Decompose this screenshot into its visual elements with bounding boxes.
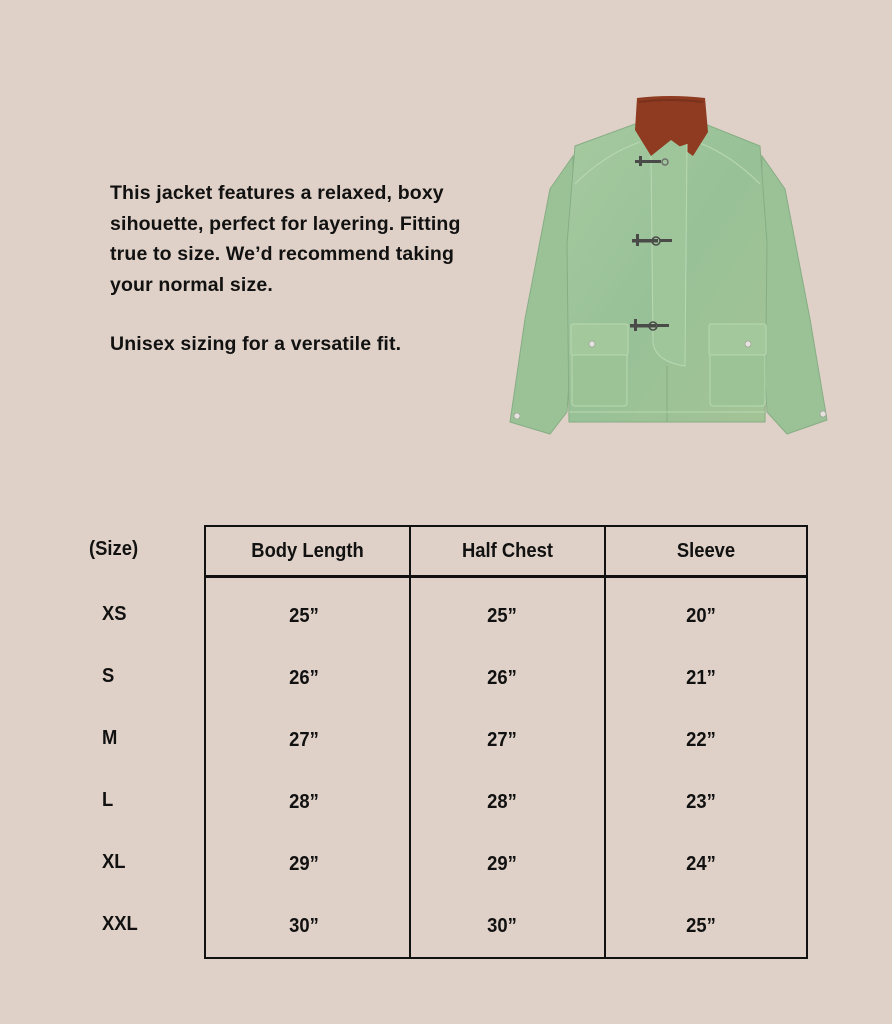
cell-half-chest: 27” <box>487 729 517 751</box>
size-label: L <box>102 789 114 811</box>
cell-sleeve: 20” <box>686 605 716 627</box>
size-label: XL <box>102 851 126 873</box>
cell-sleeve: 25” <box>686 915 716 937</box>
cell-half-chest: 29” <box>487 853 517 875</box>
cell-half-chest: 25” <box>487 605 517 627</box>
size-label: S <box>102 665 115 687</box>
size-label: XXL <box>102 913 138 935</box>
cell-body-length: 27” <box>289 729 319 751</box>
size-label: M <box>102 727 118 749</box>
column-header-half-chest: Half Chest <box>462 540 553 562</box>
cell-sleeve: 21” <box>686 667 716 689</box>
cell-body-length: 26” <box>289 667 319 689</box>
header-divider <box>206 575 806 578</box>
cell-half-chest: 26” <box>487 667 517 689</box>
cell-half-chest: 30” <box>487 915 517 937</box>
cell-sleeve: 23” <box>686 791 716 813</box>
column-divider <box>409 527 411 957</box>
column-header-body-length: Body Length <box>251 540 364 562</box>
fit-description: This jacket features a relaxed, boxy sihouette, perfect for layering. Fitting true to size. We’d recommend taking your normal size. <box>110 182 461 296</box>
cell-sleeve: 22” <box>686 729 716 751</box>
cell-body-length: 30” <box>289 915 319 937</box>
column-divider <box>604 527 606 957</box>
cell-sleeve: 24” <box>686 853 716 875</box>
cell-body-length: 29” <box>289 853 319 875</box>
column-header-sleeve: Sleeve <box>676 540 736 562</box>
cell-body-length: 28” <box>289 791 319 813</box>
cell-body-length: 25” <box>289 605 319 627</box>
size-label: XS <box>102 603 127 625</box>
size-column-header: (Size) <box>89 538 139 560</box>
unisex-note: Unisex sizing for a versatile fit. <box>110 333 402 355</box>
measurements-table <box>204 525 808 959</box>
cell-half-chest: 28” <box>487 791 517 813</box>
